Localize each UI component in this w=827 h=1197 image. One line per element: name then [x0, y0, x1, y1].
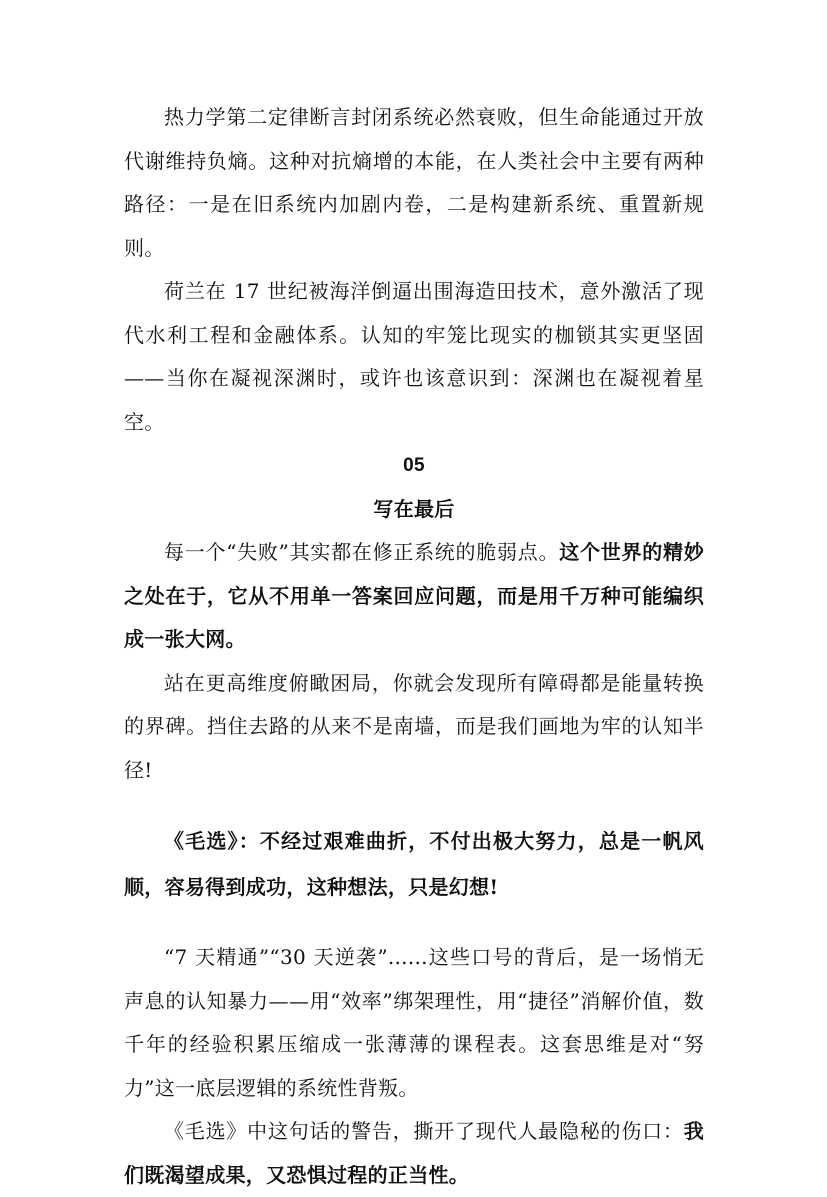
paragraph-warning	[124, 1110, 704, 1197]
paragraph-higher-dimension: 站在更高维度俯瞰困局，你就会发现所有障碍都是能量转换的界碑。挡住去路的从来不是南墙，而是我们画地为牢的认知半径!	[124, 670, 704, 782]
paragraph-warning-bold: 我们既渴望成果，又恐惧过程的正当性。	[124, 1119, 704, 1187]
spacer	[124, 792, 704, 818]
paragraph-failure-normal: 每一个“失败”其实都在修正系统的脆弱点。	[164, 540, 560, 564]
paragraph-warning-normal: 《毛选》中这句话的警告，撕开了现代人最隐秘的伤口：	[164, 1119, 684, 1143]
paragraph-failure-bold: 这个世界的精妙之处在于，它从不用单一答案回应问题，而是用千万种可能编织成一张大网。	[124, 540, 704, 651]
section-number: 05	[403, 455, 425, 476]
paragraph-slogans: “7 天精通”“30 天逆袭”......这些口号的背后，是一场悄无声息的认知暴力——用“效率”绑架理性，用“捷径”消解价值，数千年的经验积累压缩成一张薄薄的课程表。这套思维是对“努力”这一底层逻辑的系统性背叛。	[124, 945, 704, 1100]
paragraph-thermodynamics: 热力学第二定律断言封闭系统必然衰败，但生命能通过开放代谢维持负熵。这种对抗熵增的本能，在人类社会中主要有两种路径：一是在旧系统内加剧内卷，二是构建新系统、重置新规则。	[124, 105, 704, 260]
document-page	[124, 96, 704, 1197]
quote-paragraph: 《毛选》：不经过艰难曲折，不付出极大努力，总是一帆风顺，容易得到成功，这种想法，只是幻想!	[124, 829, 704, 899]
spacer	[124, 910, 704, 936]
section-title: 写在最后	[373, 496, 455, 521]
paragraph-netherlands: 荷兰在 17 世纪被海洋倒逼出围海造田技术，意外激活了现代水利工程和金融体系。认知的牢笼比现实的枷锁其实更坚固——当你在凝视深渊时，或许也该意识到：深渊也在凝视着星空。	[124, 279, 704, 434]
paragraph-failure	[124, 531, 704, 662]
